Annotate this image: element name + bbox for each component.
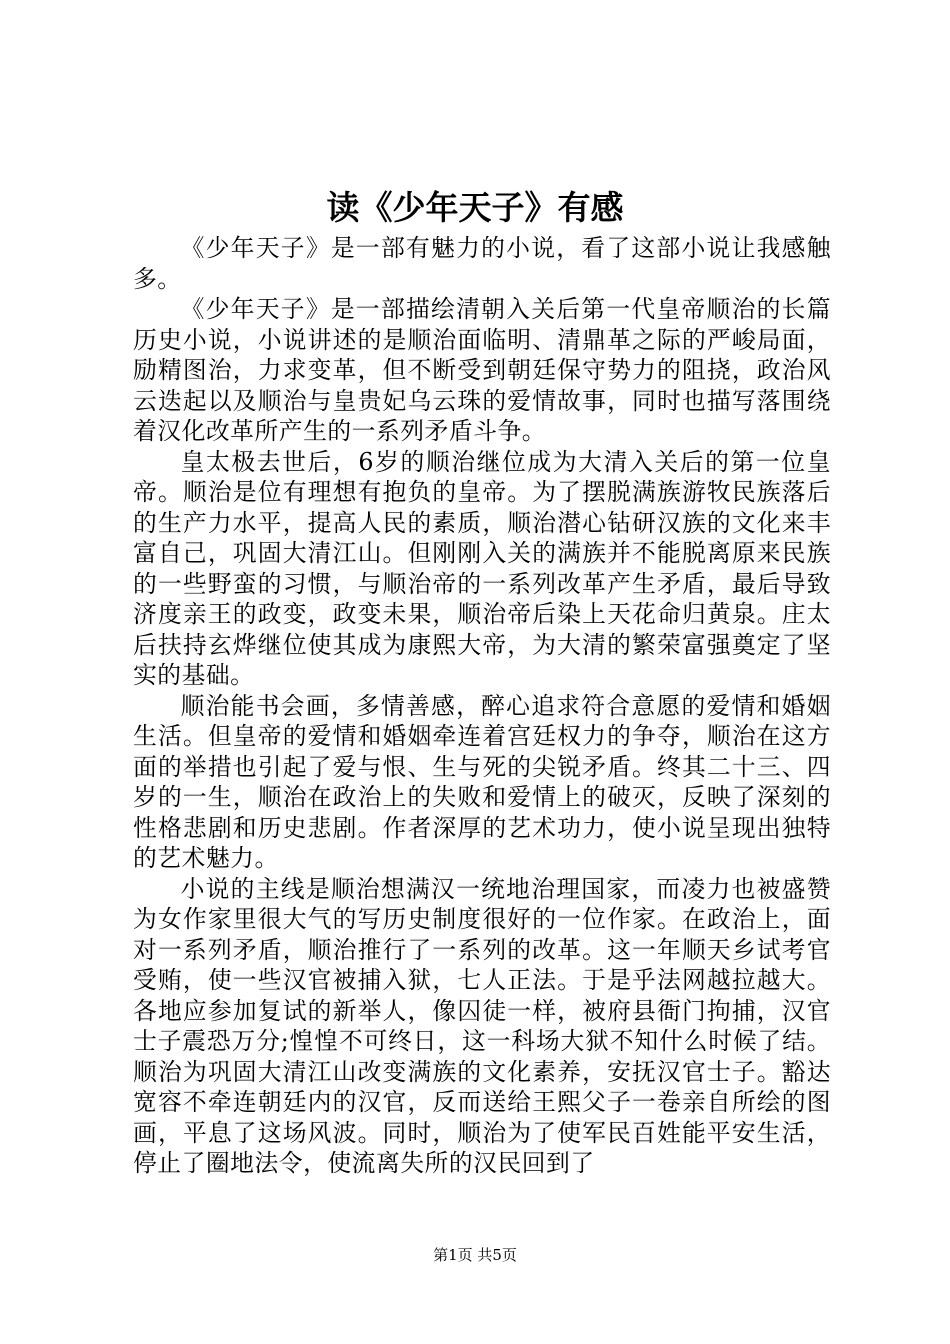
paragraph-2: 《少年天子》是一部描绘清朝入关后第一代皇帝顺治的长篇历史小说，小说讲述的是顺治面临明、清鼎革之际的严峻局面，励精图治，力求变革，但不断受到朝廷保守势力的阻挠，政治风云迭起以及顺治与皇贵妃乌云珠的爱情故事，同时也描写落围绕着汉化改革所产生的一系列矛盾斗争。 (133, 295, 831, 445)
paragraph-4: 顺治能书会画，多情善感，醉心追求符合意愿的爱情和婚姻生活。但皇帝的爱情和婚姻牵连着宫廷权力的争夺，顺治在这方面的举措也引起了爱与恨、生与死的尖锐矛盾。终其二十三、四岁的一生，顺治在政治上的失败和爱情上的破灭，反映了深刻的性格悲剧和历史悲剧。作者深厚的艺术功力，使小说呈现出独特的艺术魅力。 (133, 691, 831, 872)
paragraph-5: 小说的主线是顺治想满汉一统地治理国家，而凌力也被盛赞为女作家里很大气的写历史制度很好的一位作家。在政治上，面对一系列矛盾，顺治推行了一系列的改革。这一年顺天乡试考官受贿，使一些汉官被捕入狱，七人正法。于是乎法网越拉越大。各地应参加复试的新举人，像囚徒一样，被府县衙门拘捕，汉官士子震恐万分;惶惶不可终日，这一科场大狱不知什么时候了结。顺治为巩固大清江山改变满族的文化素养，安抚汉官士子。豁达宽容不牵连朝廷内的汉官，反而送给王熙父子一卷亲自所绘的图画，平息了这场风波。同时，顺治为了使军民百姓能平安生活，停止了圈地法令，使流离失所的汉民回到了 (133, 874, 831, 1177)
paragraph-1: 《少年天子》是一部有魅力的小说，看了这部小说让我感触多。 (133, 234, 831, 293)
page-footer: 第1页 共5页 (433, 1246, 517, 1264)
document-title: 读《少年天子》有感 (326, 188, 624, 227)
paragraph-3: 皇太极去世后，6岁的顺治继位成为大清入关后的第一位皇帝。顺治是位有理想有抱负的皇帝。为了摆脱满族游牧民族落后的生产力水平，提高人民的素质，顺治潜心钻研汉族的文化来丰富自己，巩固大清江山。但刚刚入关的满族并不能脱离原来民族的一些野蛮的习惯，与顺治帝的一系列改革产生矛盾，最后导致济度亲王的政变，政变未果，顺治帝后染上天花命归黄泉。庄太后扶持玄烨继位使其成为康熙大帝，为大清的繁荣富强奠定了坚实的基础。 (133, 447, 831, 689)
document-body (133, 233, 831, 1179)
